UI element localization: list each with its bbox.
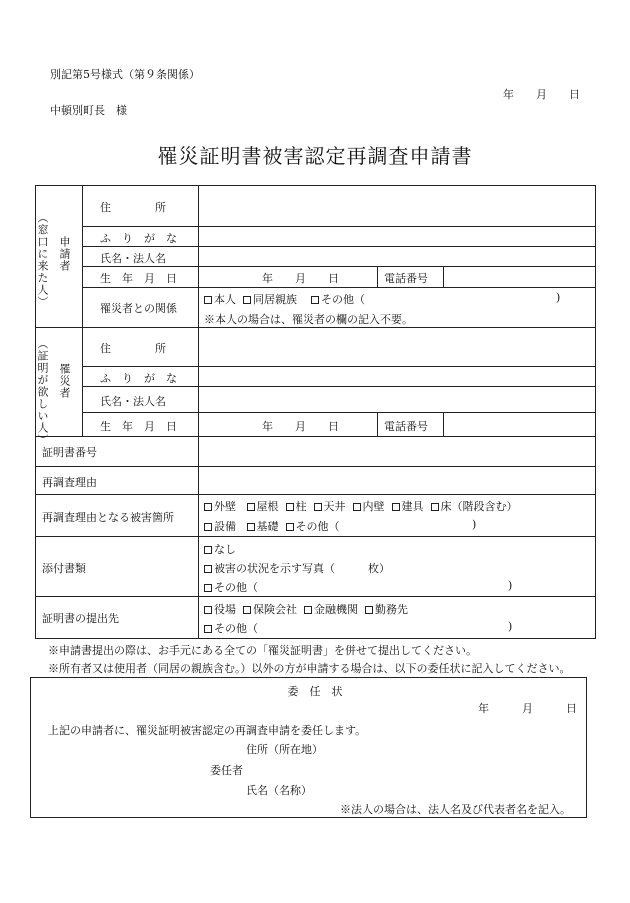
damage-equipment-label: 設備 <box>214 520 236 533</box>
victim-furigana-label: ふ り が な <box>100 372 177 385</box>
victim-group-label: 罹災者 <box>58 363 71 399</box>
victim-group-note: （証明が欲しい人） <box>36 338 49 446</box>
proxy-corp-note: ※法人の場合は、法人名及び代表者名を記入。 <box>340 803 571 816</box>
attach-label: 添付書類 <box>42 562 86 575</box>
submit-line-2 <box>204 620 258 636</box>
proxy-title: 委 任 状 <box>287 685 343 698</box>
damage-line-2 <box>204 518 340 534</box>
date-line: 年 月 日 <box>503 88 580 101</box>
victim-name-label: 氏名・法人名 <box>100 395 166 408</box>
note-2: ※所有者又は使用者（同居の親族含む。）以外の方が申請する場合は、以下の委任状に記入してください。 <box>48 662 571 675</box>
damage-other-checkbox[interactable] <box>286 523 294 531</box>
damage-foundation-checkbox[interactable] <box>247 523 255 531</box>
cert-number-label: 証明書番号 <box>42 446 97 459</box>
applicant-address-label: 住 所 <box>100 201 166 214</box>
attach-photo-checkbox[interactable] <box>204 565 212 573</box>
submit-office-label: 役場 <box>214 603 236 616</box>
attach-none-checkbox[interactable] <box>204 546 212 554</box>
relation-label: 罹災者との関係 <box>100 302 177 315</box>
damage-wall-label: 外壁 <box>214 500 236 513</box>
attach-none <box>204 541 236 557</box>
applicant-birth-value: 年 月 日 <box>262 272 339 285</box>
attach-photo-label: 被害の状況を示す写真（ 枚） <box>214 562 390 575</box>
attach-other <box>204 579 258 595</box>
submit-close: ) <box>508 620 513 633</box>
reason-label: 再調査理由 <box>42 476 97 489</box>
damage-label: 再調査理由となる被害箇所 <box>42 511 174 524</box>
victim-birth-label: 生 年 月 日 <box>100 420 177 433</box>
submit-employer-checkbox[interactable] <box>365 606 373 614</box>
damage-floor-label: 床（階段含む） <box>440 500 518 513</box>
attach-photo <box>204 560 390 576</box>
submit-other-label: その他（ <box>214 622 258 635</box>
attach-close: ) <box>508 579 513 592</box>
applicant-group-label: 申請者 <box>58 236 71 272</box>
submit-insurance-checkbox[interactable] <box>243 606 251 614</box>
proxy-statement: 上記の申請者に、罹災証明被害認定の再調査申請を委任します。 <box>48 724 367 737</box>
submit-bank-label: 金融機関 <box>314 603 358 616</box>
relation-other-checkbox[interactable] <box>311 296 319 304</box>
damage-foundation-label: 基礎 <box>256 520 279 533</box>
attach-other-label: その他（ <box>214 581 258 594</box>
submit-insurance-label: 保険会社 <box>253 603 297 616</box>
damage-roof-checkbox[interactable] <box>247 503 255 511</box>
proxy-delegate-label: 委任者 <box>210 764 243 777</box>
submit-employer-label: 勤務先 <box>375 603 408 616</box>
relation-self-label: 本人 <box>214 293 236 306</box>
damage-equipment-checkbox[interactable] <box>204 523 212 531</box>
applicant-phone-label: 電話番号 <box>384 272 428 285</box>
page-title: 罹災証明書被害認定再調査申請書 <box>157 144 473 168</box>
submit-office-checkbox[interactable] <box>204 606 212 614</box>
victim-birth-value: 年 月 日 <box>262 420 339 433</box>
relation-other-label: その他（ <box>321 293 365 306</box>
attach-none-label: なし <box>214 543 236 556</box>
applicant-birth-label: 生 年 月 日 <box>100 272 177 285</box>
damage-inner-wall-label: 内壁 <box>362 500 385 513</box>
relation-self-checkbox[interactable] <box>204 296 212 304</box>
damage-other-label: その他（ <box>295 520 340 533</box>
submit-bank-checkbox[interactable] <box>304 606 312 614</box>
damage-fittings-checkbox[interactable] <box>392 503 400 511</box>
relation-options <box>204 291 365 307</box>
damage-line-1 <box>204 498 518 514</box>
note-1: ※申請書提出の際は、お手元にある全ての「罹災証明書」を併せて提出してください。 <box>48 644 477 657</box>
applicant-group-note: （窓口に来た人） <box>36 212 49 308</box>
relation-family-checkbox[interactable] <box>243 296 251 304</box>
relation-note: ※本人の場合は、罹災者の欄の記入不要。 <box>204 313 413 326</box>
proxy-address-label: 住所（所在地） <box>246 743 323 756</box>
submit-line-1 <box>204 601 408 617</box>
proxy-name-label: 氏名（名称） <box>246 784 312 797</box>
damage-floor-checkbox[interactable] <box>431 503 439 511</box>
submit-other-checkbox[interactable] <box>204 625 212 633</box>
damage-fittings-label: 建具 <box>401 500 424 513</box>
damage-ceiling-label: 天井 <box>323 500 346 513</box>
applicant-furigana-label: ふ り が な <box>100 232 177 245</box>
applicant-name-label: 氏名・法人名 <box>100 252 166 265</box>
victim-phone-label: 電話番号 <box>384 420 428 433</box>
submit-label: 証明書の提出先 <box>42 612 119 625</box>
damage-inner-wall-checkbox[interactable] <box>353 503 361 511</box>
victim-address-label: 住 所 <box>100 342 166 355</box>
damage-close: ) <box>472 518 477 531</box>
damage-pillar-label: 柱 <box>295 500 307 513</box>
attach-other-checkbox[interactable] <box>204 584 212 592</box>
relation-close: ) <box>556 291 561 304</box>
damage-pillar-checkbox[interactable] <box>286 503 294 511</box>
damage-ceiling-checkbox[interactable] <box>314 503 322 511</box>
relation-family-label: 同居親族 <box>253 293 297 306</box>
proxy-date-line: 年 月 日 <box>478 702 577 715</box>
addressee: 中頓別町長 様 <box>50 104 127 117</box>
damage-wall-checkbox[interactable] <box>204 503 212 511</box>
form-label: 別記第5号様式（第９条関係） <box>50 68 200 81</box>
damage-roof-label: 屋根 <box>256 500 279 513</box>
